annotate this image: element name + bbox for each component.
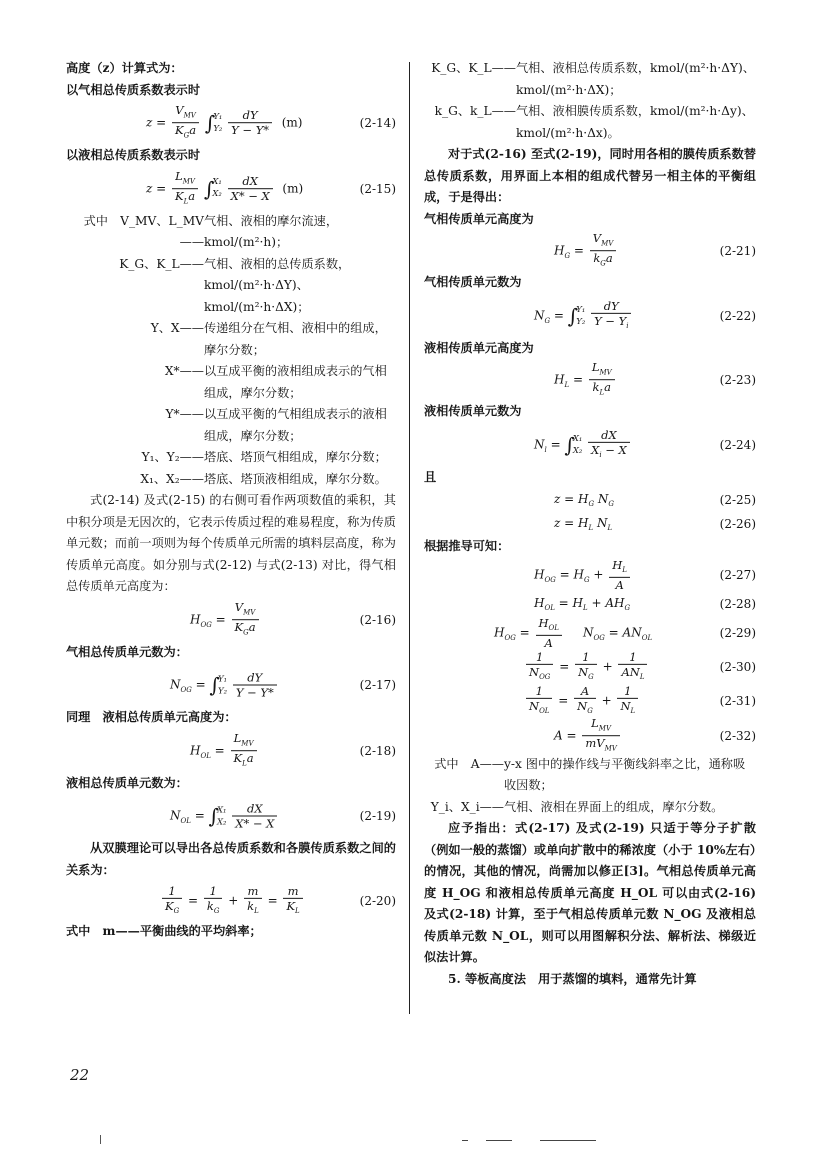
equation-2-14-number: (2-14) bbox=[359, 116, 396, 130]
equation-2-23-number: (2-23) bbox=[719, 373, 756, 387]
definition-item: Y*—— 以互成平衡的气相组成表示的液相组成，摩尔分数； bbox=[165, 407, 387, 443]
paragraph-transfer-units: 式(2-14) 及式(2-15) 的右侧可看作两项数值的乘积，其中积分项是无因次的，它表示传质过程的难易程度，称为传质单元数；而前一项则为每个传质单元所需的填料层高度，称为传质单元高度。如分别与式(2-12) 与式(2-13) 对比，得气相总传质单元高度为： bbox=[66, 493, 396, 593]
equation-2-23-formula: $H_L$ = $\frac{L_{MV}}{k_La}$ bbox=[554, 360, 617, 400]
definition-item: 式中 A—— y-x 图中的操作线与平衡线斜率之比，通称吸收因数； bbox=[434, 756, 746, 792]
equation-2-18-number: (2-18) bbox=[359, 743, 396, 758]
equation-2-20 bbox=[66, 881, 396, 921]
equation-2-19-formula: $N_{OL}$ = ∫ X₁ X₂ $\frac{dX}{X* - X}$ bbox=[170, 802, 279, 831]
symbol-definitions-right-bottom bbox=[424, 754, 756, 819]
text-liquid-total-units: 液相总传质单元数为： bbox=[66, 775, 188, 790]
equation-2-25-formula: $z = H_G$ $N_G$ bbox=[554, 491, 614, 509]
equation-2-28 bbox=[424, 592, 756, 616]
equation-2-19 bbox=[66, 794, 396, 838]
scan-mark bbox=[486, 1140, 512, 1141]
equation-2-15-formula: z = $\frac{L_{MV}}{K_La}$ ∫ X₁ X₂ $\frac{dX}{X* - X}$ (m) bbox=[146, 168, 304, 206]
equation-2-25 bbox=[424, 488, 756, 512]
definition-item: X*—— 以互成平衡的液相组成表示的气相组成，摩尔分数； bbox=[164, 364, 387, 400]
paragraph-film-substitution: 对于式(2-16) 至式(2-19)，同时用各相的膜传质系数替总传质系数，用界面上本相的组成代替另一相主体的平衡组成，于是得出： bbox=[424, 147, 756, 204]
equation-2-32-number: (2-32) bbox=[719, 728, 756, 743]
equation-2-17-formula: $N_{OG}$ = ∫ Y₁ Y₂ $\frac{dY}{Y - Y*}$ bbox=[170, 671, 279, 700]
right-column bbox=[424, 58, 756, 990]
equation-2-14-formula: z = $\frac{V_{MV}}{K_Ga}$ ∫ Y₁ Y₂ $\frac{dY}{Y - Y*}$ (m) bbox=[146, 103, 303, 140]
symbol-definitions-right-top bbox=[424, 58, 756, 144]
equation-2-28-number: (2-28) bbox=[719, 596, 756, 611]
text-m-definition: 式中 m——平衡曲线的平均斜率； bbox=[66, 924, 262, 938]
equation-2-28-formula: $H_{OL} = H_L + AH_G$ bbox=[534, 595, 631, 612]
equation-2-24 bbox=[424, 423, 756, 467]
text-gas-coefficient-case: 以气相总传质系数表示时 bbox=[66, 82, 201, 97]
definition-item: X₁、X₂—— 塔底、塔顶液相组成，摩尔分数。 bbox=[140, 471, 387, 486]
scan-mark bbox=[100, 1135, 101, 1144]
equation-2-20-number: (2-20) bbox=[359, 894, 396, 908]
equation-2-27-number: (2-27) bbox=[719, 567, 756, 582]
equation-2-25-number: (2-25) bbox=[719, 493, 756, 507]
definition-item: Y_i、X_i—— 气相、液相在界面上的组成，摩尔分数。 bbox=[430, 799, 724, 814]
text-and: 且 bbox=[424, 469, 437, 484]
equation-2-24-formula: $N_l$ = ∫ X₁ X₂ $\frac{dX}{X_i - X}$ bbox=[534, 427, 632, 461]
equation-2-17-number: (2-17) bbox=[359, 678, 396, 692]
equation-2-32 bbox=[424, 715, 756, 754]
equation-2-24-number: (2-24) bbox=[719, 437, 756, 452]
equation-2-29 bbox=[424, 616, 756, 650]
equation-2-20-formula: $\frac{1}{K_G}$ = $\frac{1}{k_G}$ + $\frac{m}{k_L}$ = $\frac{m}{K_L}$ bbox=[160, 884, 305, 918]
equation-2-31-number: (2-31) bbox=[719, 693, 756, 708]
text-derivation: 根据推导可知： bbox=[424, 539, 510, 553]
equation-2-27 bbox=[424, 558, 756, 592]
equation-2-29-formula: $H_{OG}$ = $\frac{H_{OL}}{A}$ $N_{OG} = AN_{OL}$ bbox=[494, 615, 653, 650]
equation-2-27-formula: $H_{OG} = H_G$ + $\frac{H_L}{A}$ bbox=[534, 557, 632, 591]
equation-2-15 bbox=[66, 167, 396, 211]
text-liquid-coefficient-case: 以液相总传质系数表示时 bbox=[66, 148, 201, 162]
definition-item: K_G、K_L—— 气相、液相总传质系数，kmol/(m²·h·ΔY)、kmol/(m²·h·ΔX)； bbox=[431, 61, 755, 97]
text-liquid-unit-number: 液相传质单元数为 bbox=[424, 404, 522, 418]
scan-mark bbox=[540, 1140, 596, 1141]
equation-2-18 bbox=[66, 729, 396, 773]
equation-2-21-number: (2-21) bbox=[719, 244, 756, 258]
text-height-formula-intro: 高度（z）计算式为： bbox=[66, 61, 183, 75]
text-gas-unit-number: 气相传质单元数为 bbox=[424, 275, 522, 289]
equation-2-21 bbox=[424, 230, 756, 272]
equation-2-30-formula: $\frac{1}{N_{OG}}$ = $\frac{1}{N_G}$ + $\frac{1}{AN_L}$ bbox=[524, 649, 649, 683]
text-gas-unit-height: 气相传质单元高度为 bbox=[424, 211, 534, 226]
equation-2-30-number: (2-30) bbox=[719, 659, 756, 674]
equation-2-31 bbox=[424, 684, 756, 718]
equation-2-22-formula: $N_G$ = ∫ Y₁ Y₂ $\frac{dY}{Y - Y_i}$ bbox=[534, 298, 633, 332]
equation-2-16-number: (2-16) bbox=[359, 612, 396, 627]
equation-2-15-number: (2-15) bbox=[359, 181, 396, 196]
equation-2-21-formula: $H_G$ = $\frac{V_{MV}}{k_Ga}$ bbox=[554, 231, 618, 271]
equation-2-17 bbox=[66, 663, 396, 707]
column-divider bbox=[409, 62, 410, 1014]
text-liquid-total-height: 同理 液相总传质单元高度为： bbox=[66, 710, 237, 724]
equation-2-18-formula: $H_{OL}$ = $\frac{L_{MV}}{K_La}$ bbox=[190, 731, 259, 771]
equation-2-23 bbox=[424, 359, 756, 401]
definition-item: Y₁、Y₂—— 塔底、塔顶气相组成，摩尔分数； bbox=[141, 450, 387, 464]
equation-2-16 bbox=[66, 598, 396, 642]
definition-item: Y、X—— 传递组分在气相、液相中的组成，摩尔分数； bbox=[150, 321, 387, 357]
paragraph-applicability-note: 应予指出：式(2-17) 及式(2-19) 只适于等分子扩散（例如一般的蒸馏）或单向扩散中的稀浓度（小于 10%左右）的情况，其他的情况，尚需加以修正[3]。气相总传质单元高度 H_OG 和液相总传质单元高度 H_OL 可以由式(2-16) 及式(2-18) 计算，至于气相总传质单元数 N_OG 及液相总传质单元数 N_OL，则可以用图解积分法、解析法、梯级近似法计算。 bbox=[424, 821, 756, 964]
paragraph-two-film-theory: 从双膜理论可以导出各总传质系数和各膜传质系数之间的关系为： bbox=[66, 841, 396, 877]
equation-2-16-formula: $H_{OG}$ = $\frac{V_{MV}}{K_Ga}$ bbox=[190, 600, 261, 640]
equation-2-26-number: (2-26) bbox=[719, 517, 756, 531]
equation-2-22 bbox=[424, 294, 756, 338]
definition-item: 式中 V_MV、L_MV—— 气相、液相的摩尔流速，kmol/(m²·h)； bbox=[83, 213, 339, 249]
equation-2-31-formula: $\frac{1}{N_{OL}}$ = $\frac{A}{N_G}$ + $\frac{1}{N_L}$ bbox=[524, 683, 640, 717]
symbol-definitions-left bbox=[66, 211, 396, 491]
equation-2-32-formula: A = $\frac{L_{MV}}{mV_{MV}}$ bbox=[554, 716, 622, 756]
equation-2-26 bbox=[424, 512, 756, 536]
equation-2-22-number: (2-22) bbox=[719, 308, 756, 323]
equation-2-26-formula: $z = H_L$ $N_L$ bbox=[554, 515, 613, 533]
text-gas-total-units: 气相总传质单元数为： bbox=[66, 644, 188, 659]
definition-item: k_G、k_L—— 气相、液相膜传质系数，kmol/(m²·h·Δy)、kmol/(m²·h·Δx)。 bbox=[434, 104, 754, 140]
equation-2-19-number: (2-19) bbox=[359, 809, 396, 823]
definition-item: K_G、K_L—— 气相、液相的总传质系数，kmol/(m²·h·ΔY)、kmol/(m²·h·ΔX)； bbox=[119, 256, 351, 314]
equation-2-29-number: (2-29) bbox=[719, 625, 756, 640]
page-number: 22 bbox=[70, 1066, 90, 1084]
left-column bbox=[66, 58, 396, 943]
equation-2-14 bbox=[66, 101, 396, 145]
text-liquid-unit-height: 液相传质单元高度为 bbox=[424, 340, 534, 355]
scan-mark bbox=[462, 1140, 468, 1141]
equation-2-30 bbox=[424, 650, 756, 684]
text-hetp-method: 5. 等板高度法 用于蒸馏的填料，通常先计算 bbox=[448, 971, 697, 986]
